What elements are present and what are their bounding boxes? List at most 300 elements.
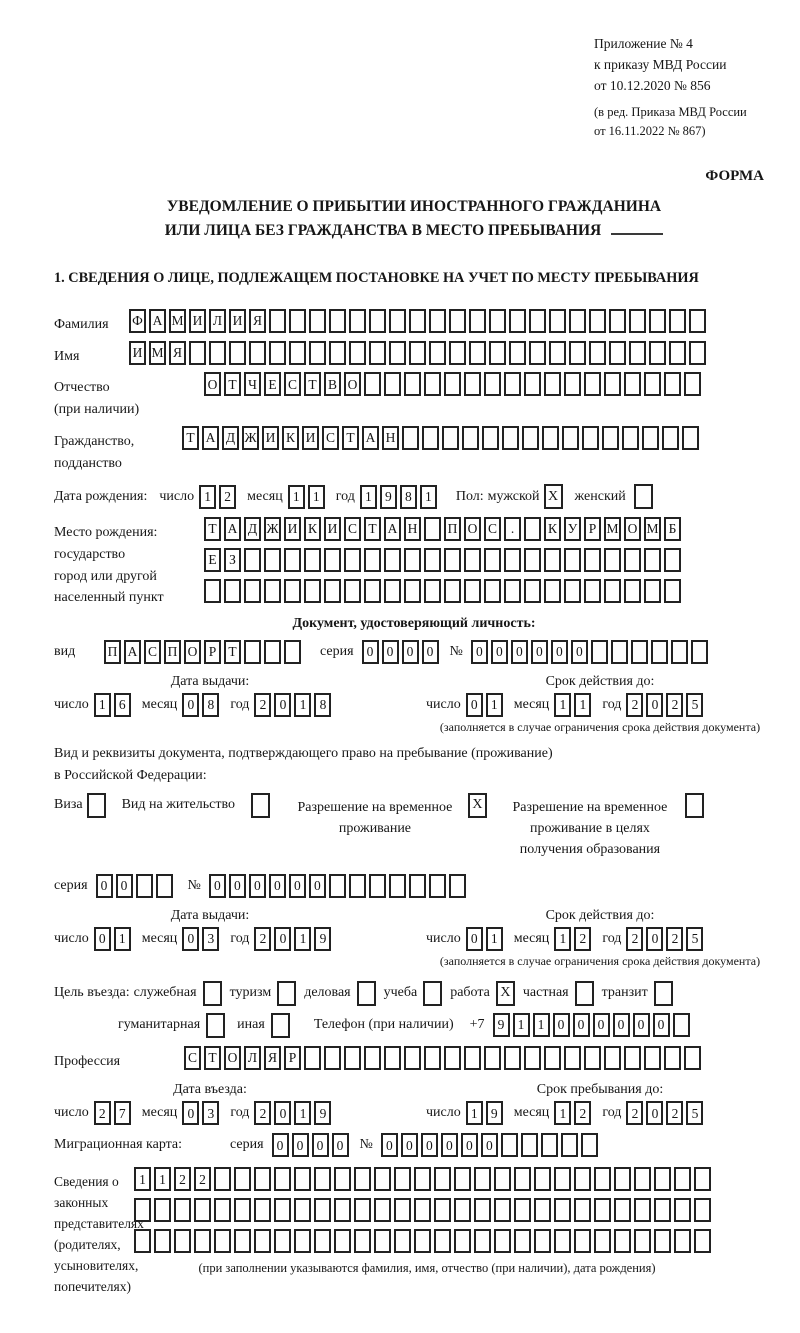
char-cell[interactable]: 0 [421, 1133, 438, 1157]
char-cell[interactable]: 0 [491, 640, 508, 664]
char-cell[interactable] [304, 1046, 321, 1070]
char-cell[interactable]: Т [204, 517, 221, 541]
char-cell[interactable]: 1 [486, 927, 503, 951]
char-cell[interactable] [584, 548, 601, 572]
representatives-line2-input[interactable] [134, 1198, 714, 1222]
char-cell[interactable] [304, 548, 321, 572]
char-cell[interactable] [484, 548, 501, 572]
char-cell[interactable] [289, 341, 306, 365]
char-cell[interactable]: 2 [219, 485, 236, 509]
char-cell[interactable]: 3 [202, 1101, 219, 1125]
char-cell[interactable] [611, 640, 628, 664]
char-cell[interactable]: О [464, 517, 481, 541]
char-cell[interactable] [394, 1198, 411, 1222]
char-cell[interactable] [364, 548, 381, 572]
char-cell[interactable]: 2 [174, 1167, 191, 1191]
char-cell[interactable] [209, 341, 226, 365]
char-cell[interactable]: К [282, 426, 299, 450]
migration-series-input[interactable] [272, 1133, 352, 1157]
day-input[interactable] [199, 485, 239, 509]
char-cell[interactable]: Л [209, 309, 226, 333]
char-cell[interactable] [369, 874, 386, 898]
char-cell[interactable] [294, 1229, 311, 1253]
char-cell[interactable] [274, 1229, 291, 1253]
char-cell[interactable]: 1 [294, 1101, 311, 1125]
day-input[interactable] [94, 693, 134, 717]
char-cell[interactable]: 5 [686, 927, 703, 951]
char-cell[interactable] [434, 1167, 451, 1191]
char-cell[interactable] [574, 1167, 591, 1191]
purpose-turizm-checkbox[interactable] [277, 981, 296, 1006]
char-cell[interactable] [634, 1167, 651, 1191]
char-cell[interactable]: 8 [314, 693, 331, 717]
purpose-ucheba-checkbox[interactable] [423, 981, 442, 1006]
char-cell[interactable] [664, 548, 681, 572]
char-cell[interactable] [501, 1133, 518, 1157]
char-cell[interactable] [334, 1229, 351, 1253]
char-cell[interactable] [484, 372, 501, 396]
char-cell[interactable]: З [224, 548, 241, 572]
char-cell[interactable]: Т [182, 426, 199, 450]
char-cell[interactable]: 8 [202, 693, 219, 717]
char-cell[interactable]: 2 [666, 927, 683, 951]
char-cell[interactable] [624, 579, 641, 603]
char-cell[interactable] [424, 548, 441, 572]
char-cell[interactable] [522, 426, 539, 450]
char-cell[interactable]: О [184, 640, 201, 664]
char-cell[interactable] [584, 579, 601, 603]
char-cell[interactable] [524, 517, 541, 541]
char-cell[interactable] [589, 341, 606, 365]
char-cell[interactable] [684, 372, 701, 396]
char-cell[interactable] [374, 1198, 391, 1222]
char-cell[interactable] [444, 548, 461, 572]
char-cell[interactable]: 0 [312, 1133, 329, 1157]
char-cell[interactable] [644, 548, 661, 572]
char-cell[interactable] [214, 1167, 231, 1191]
char-cell[interactable] [669, 309, 686, 333]
char-cell[interactable] [269, 341, 286, 365]
char-cell[interactable]: 1 [114, 927, 131, 951]
char-cell[interactable] [384, 372, 401, 396]
char-cell[interactable] [524, 1046, 541, 1070]
char-cell[interactable]: 0 [362, 640, 379, 664]
char-cell[interactable] [622, 426, 639, 450]
char-cell[interactable] [604, 548, 621, 572]
char-cell[interactable]: 9 [380, 485, 397, 509]
char-cell[interactable] [329, 309, 346, 333]
char-cell[interactable]: 1 [554, 1101, 571, 1125]
char-cell[interactable] [564, 548, 581, 572]
char-cell[interactable]: В [324, 372, 341, 396]
char-cell[interactable]: О [344, 372, 361, 396]
char-cell[interactable] [349, 309, 366, 333]
char-cell[interactable]: 0 [182, 927, 199, 951]
phone-input[interactable] [493, 1013, 693, 1037]
char-cell[interactable] [364, 579, 381, 603]
char-cell[interactable] [329, 874, 346, 898]
char-cell[interactable] [609, 309, 626, 333]
char-cell[interactable] [634, 1229, 651, 1253]
char-cell[interactable] [264, 548, 281, 572]
char-cell[interactable]: 1 [466, 1101, 483, 1125]
char-cell[interactable]: П [444, 517, 461, 541]
char-cell[interactable] [136, 874, 153, 898]
char-cell[interactable] [314, 1198, 331, 1222]
char-cell[interactable] [554, 1229, 571, 1253]
char-cell[interactable] [264, 579, 281, 603]
char-cell[interactable]: 0 [401, 1133, 418, 1157]
char-cell[interactable] [514, 1198, 531, 1222]
char-cell[interactable] [674, 1167, 691, 1191]
char-cell[interactable] [494, 1167, 511, 1191]
profession-input[interactable] [184, 1046, 704, 1070]
char-cell[interactable] [534, 1167, 551, 1191]
char-cell[interactable]: 1 [134, 1167, 151, 1191]
char-cell[interactable]: 0 [274, 693, 291, 717]
char-cell[interactable]: М [604, 517, 621, 541]
char-cell[interactable]: 2 [626, 1101, 643, 1125]
char-cell[interactable] [564, 579, 581, 603]
char-cell[interactable] [662, 426, 679, 450]
char-cell[interactable]: Ж [264, 517, 281, 541]
char-cell[interactable]: 1 [199, 485, 216, 509]
char-cell[interactable]: 1 [574, 693, 591, 717]
char-cell[interactable] [604, 372, 621, 396]
char-cell[interactable] [574, 1229, 591, 1253]
char-cell[interactable]: 5 [686, 1101, 703, 1125]
char-cell[interactable] [384, 1046, 401, 1070]
char-cell[interactable] [624, 1046, 641, 1070]
char-cell[interactable] [274, 1198, 291, 1222]
char-cell[interactable]: 0 [466, 927, 483, 951]
purpose-chastnaya-checkbox[interactable] [575, 981, 594, 1006]
char-cell[interactable] [602, 426, 619, 450]
gender-female-checkbox[interactable] [634, 484, 653, 509]
char-cell[interactable]: 0 [274, 1101, 291, 1125]
char-cell[interactable] [569, 309, 586, 333]
char-cell[interactable] [274, 1167, 291, 1191]
char-cell[interactable]: 0 [593, 1013, 610, 1037]
month-input[interactable] [182, 927, 222, 951]
month-input[interactable] [554, 693, 594, 717]
char-cell[interactable] [189, 341, 206, 365]
char-cell[interactable]: И [189, 309, 206, 333]
char-cell[interactable] [224, 579, 241, 603]
char-cell[interactable] [664, 579, 681, 603]
char-cell[interactable]: И [129, 341, 146, 365]
char-cell[interactable] [354, 1198, 371, 1222]
char-cell[interactable] [394, 1229, 411, 1253]
char-cell[interactable]: 1 [294, 693, 311, 717]
temp-permit-edu-checkbox[interactable] [685, 793, 704, 818]
char-cell[interactable]: 5 [686, 693, 703, 717]
char-cell[interactable] [569, 341, 586, 365]
char-cell[interactable]: 9 [314, 927, 331, 951]
char-cell[interactable] [422, 426, 439, 450]
char-cell[interactable]: 2 [626, 927, 643, 951]
char-cell[interactable]: О [624, 517, 641, 541]
char-cell[interactable]: 1 [554, 927, 571, 951]
char-cell[interactable]: 1 [533, 1013, 550, 1037]
char-cell[interactable] [642, 426, 659, 450]
char-cell[interactable]: 0 [573, 1013, 590, 1037]
char-cell[interactable] [314, 1229, 331, 1253]
char-cell[interactable]: 1 [288, 485, 305, 509]
char-cell[interactable] [509, 309, 526, 333]
char-cell[interactable] [504, 372, 521, 396]
name-input[interactable] [129, 341, 709, 365]
residence-permit-checkbox[interactable] [251, 793, 270, 818]
char-cell[interactable]: 9 [486, 1101, 503, 1125]
migration-number-input[interactable] [381, 1133, 601, 1157]
year-input[interactable] [254, 693, 334, 717]
char-cell[interactable]: Т [304, 372, 321, 396]
char-cell[interactable] [582, 426, 599, 450]
char-cell[interactable] [521, 1133, 538, 1157]
char-cell[interactable]: 1 [360, 485, 377, 509]
char-cell[interactable] [244, 640, 261, 664]
char-cell[interactable] [544, 579, 561, 603]
char-cell[interactable] [414, 1198, 431, 1222]
year-input[interactable] [626, 1101, 706, 1125]
birthplace-line3-input[interactable] [204, 579, 684, 603]
char-cell[interactable] [304, 579, 321, 603]
char-cell[interactable] [284, 579, 301, 603]
day-input[interactable] [94, 927, 134, 951]
char-cell[interactable] [174, 1198, 191, 1222]
char-cell[interactable] [404, 372, 421, 396]
citizenship-input[interactable] [182, 426, 702, 450]
char-cell[interactable] [344, 579, 361, 603]
char-cell[interactable] [581, 1133, 598, 1157]
doc-number-input[interactable] [471, 640, 711, 664]
char-cell[interactable] [429, 341, 446, 365]
doc-series-input[interactable] [362, 640, 442, 664]
char-cell[interactable] [434, 1198, 451, 1222]
purpose-gumanitarnaya-checkbox[interactable] [206, 1013, 225, 1038]
char-cell[interactable] [404, 579, 421, 603]
char-cell[interactable] [369, 341, 386, 365]
char-cell[interactable] [374, 1167, 391, 1191]
char-cell[interactable]: 0 [441, 1133, 458, 1157]
char-cell[interactable]: Д [244, 517, 261, 541]
char-cell[interactable] [344, 1046, 361, 1070]
char-cell[interactable] [644, 579, 661, 603]
representatives-line3-input[interactable] [134, 1229, 714, 1253]
char-cell[interactable] [541, 1133, 558, 1157]
char-cell[interactable]: 0 [292, 1133, 309, 1157]
char-cell[interactable] [424, 579, 441, 603]
char-cell[interactable]: 9 [493, 1013, 510, 1037]
char-cell[interactable] [442, 426, 459, 450]
char-cell[interactable]: Ф [129, 309, 146, 333]
char-cell[interactable] [254, 1198, 271, 1222]
purpose-rabota-checkbox[interactable]: X [496, 981, 515, 1006]
char-cell[interactable] [234, 1198, 251, 1222]
char-cell[interactable] [544, 372, 561, 396]
char-cell[interactable] [694, 1167, 711, 1191]
year-input[interactable] [254, 927, 334, 951]
patronymic-input[interactable] [204, 372, 704, 396]
char-cell[interactable]: 0 [229, 874, 246, 898]
char-cell[interactable] [324, 548, 341, 572]
char-cell[interactable]: Р [204, 640, 221, 664]
char-cell[interactable]: Е [264, 372, 281, 396]
char-cell[interactable] [494, 1229, 511, 1253]
char-cell[interactable] [673, 1013, 690, 1037]
char-cell[interactable]: 0 [209, 874, 226, 898]
char-cell[interactable] [631, 640, 648, 664]
char-cell[interactable]: 0 [182, 1101, 199, 1125]
char-cell[interactable] [154, 1229, 171, 1253]
char-cell[interactable]: И [302, 426, 319, 450]
char-cell[interactable] [629, 341, 646, 365]
char-cell[interactable] [664, 1046, 681, 1070]
char-cell[interactable]: А [124, 640, 141, 664]
char-cell[interactable]: А [224, 517, 241, 541]
char-cell[interactable] [334, 1167, 351, 1191]
char-cell[interactable]: С [484, 517, 501, 541]
day-input[interactable] [466, 1101, 506, 1125]
representatives-line1-input[interactable] [134, 1167, 714, 1191]
char-cell[interactable] [329, 341, 346, 365]
char-cell[interactable]: Т [224, 372, 241, 396]
char-cell[interactable]: Я [169, 341, 186, 365]
char-cell[interactable]: 2 [574, 927, 591, 951]
char-cell[interactable]: С [322, 426, 339, 450]
char-cell[interactable]: 0 [402, 640, 419, 664]
char-cell[interactable]: А [202, 426, 219, 450]
char-cell[interactable] [584, 372, 601, 396]
char-cell[interactable] [449, 309, 466, 333]
char-cell[interactable] [204, 579, 221, 603]
char-cell[interactable] [254, 1229, 271, 1253]
char-cell[interactable] [489, 341, 506, 365]
char-cell[interactable] [402, 426, 419, 450]
char-cell[interactable]: 0 [382, 640, 399, 664]
char-cell[interactable]: 0 [531, 640, 548, 664]
char-cell[interactable] [534, 1229, 551, 1253]
char-cell[interactable]: 2 [94, 1101, 111, 1125]
char-cell[interactable] [429, 874, 446, 898]
char-cell[interactable] [269, 309, 286, 333]
char-cell[interactable]: 0 [471, 640, 488, 664]
char-cell[interactable] [609, 341, 626, 365]
residence-number-input[interactable] [209, 874, 469, 898]
char-cell[interactable]: 3 [202, 927, 219, 951]
char-cell[interactable]: А [149, 309, 166, 333]
day-input[interactable] [466, 693, 506, 717]
char-cell[interactable]: П [164, 640, 181, 664]
char-cell[interactable] [649, 309, 666, 333]
char-cell[interactable] [174, 1229, 191, 1253]
char-cell[interactable] [309, 309, 326, 333]
char-cell[interactable] [244, 548, 261, 572]
char-cell[interactable] [449, 341, 466, 365]
char-cell[interactable] [554, 1198, 571, 1222]
char-cell[interactable] [674, 1229, 691, 1253]
char-cell[interactable] [544, 1046, 561, 1070]
char-cell[interactable] [409, 309, 426, 333]
char-cell[interactable] [244, 579, 261, 603]
char-cell[interactable] [591, 640, 608, 664]
char-cell[interactable]: Т [364, 517, 381, 541]
char-cell[interactable] [504, 548, 521, 572]
month-input[interactable] [182, 693, 222, 717]
char-cell[interactable] [234, 1229, 251, 1253]
birthplace-line2-input[interactable] [204, 548, 684, 572]
char-cell[interactable]: П [104, 640, 121, 664]
char-cell[interactable]: 0 [381, 1133, 398, 1157]
char-cell[interactable]: 0 [422, 640, 439, 664]
char-cell[interactable]: 1 [294, 927, 311, 951]
char-cell[interactable]: 1 [420, 485, 437, 509]
char-cell[interactable] [604, 579, 621, 603]
char-cell[interactable]: И [229, 309, 246, 333]
char-cell[interactable]: 0 [571, 640, 588, 664]
char-cell[interactable] [284, 640, 301, 664]
char-cell[interactable] [462, 426, 479, 450]
month-input[interactable] [182, 1101, 222, 1125]
char-cell[interactable]: Е [204, 548, 221, 572]
char-cell[interactable] [464, 1046, 481, 1070]
char-cell[interactable]: 0 [274, 927, 291, 951]
char-cell[interactable]: 2 [254, 927, 271, 951]
char-cell[interactable]: Ж [242, 426, 259, 450]
char-cell[interactable] [194, 1229, 211, 1253]
char-cell[interactable] [454, 1229, 471, 1253]
char-cell[interactable] [694, 1229, 711, 1253]
char-cell[interactable]: 0 [653, 1013, 670, 1037]
char-cell[interactable]: 0 [309, 874, 326, 898]
char-cell[interactable]: Л [244, 1046, 261, 1070]
char-cell[interactable]: И [262, 426, 279, 450]
char-cell[interactable] [649, 341, 666, 365]
char-cell[interactable] [509, 341, 526, 365]
char-cell[interactable] [502, 426, 519, 450]
char-cell[interactable] [464, 579, 481, 603]
char-cell[interactable] [584, 1046, 601, 1070]
char-cell[interactable] [469, 341, 486, 365]
char-cell[interactable] [594, 1167, 611, 1191]
char-cell[interactable]: Я [249, 309, 266, 333]
char-cell[interactable] [594, 1198, 611, 1222]
char-cell[interactable]: 0 [646, 693, 663, 717]
char-cell[interactable] [494, 1198, 511, 1222]
char-cell[interactable] [682, 426, 699, 450]
char-cell[interactable]: К [304, 517, 321, 541]
char-cell[interactable]: К [544, 517, 561, 541]
char-cell[interactable]: 1 [94, 693, 111, 717]
char-cell[interactable] [614, 1229, 631, 1253]
char-cell[interactable] [504, 1046, 521, 1070]
char-cell[interactable]: 0 [481, 1133, 498, 1157]
char-cell[interactable] [449, 874, 466, 898]
char-cell[interactable]: 0 [96, 874, 113, 898]
doc-type-input[interactable] [104, 640, 304, 664]
char-cell[interactable]: 0 [511, 640, 528, 664]
char-cell[interactable] [624, 548, 641, 572]
char-cell[interactable]: 0 [633, 1013, 650, 1037]
char-cell[interactable] [689, 341, 706, 365]
char-cell[interactable]: С [184, 1046, 201, 1070]
char-cell[interactable] [404, 1046, 421, 1070]
char-cell[interactable]: Н [382, 426, 399, 450]
char-cell[interactable] [214, 1198, 231, 1222]
char-cell[interactable] [529, 309, 546, 333]
char-cell[interactable] [434, 1229, 451, 1253]
